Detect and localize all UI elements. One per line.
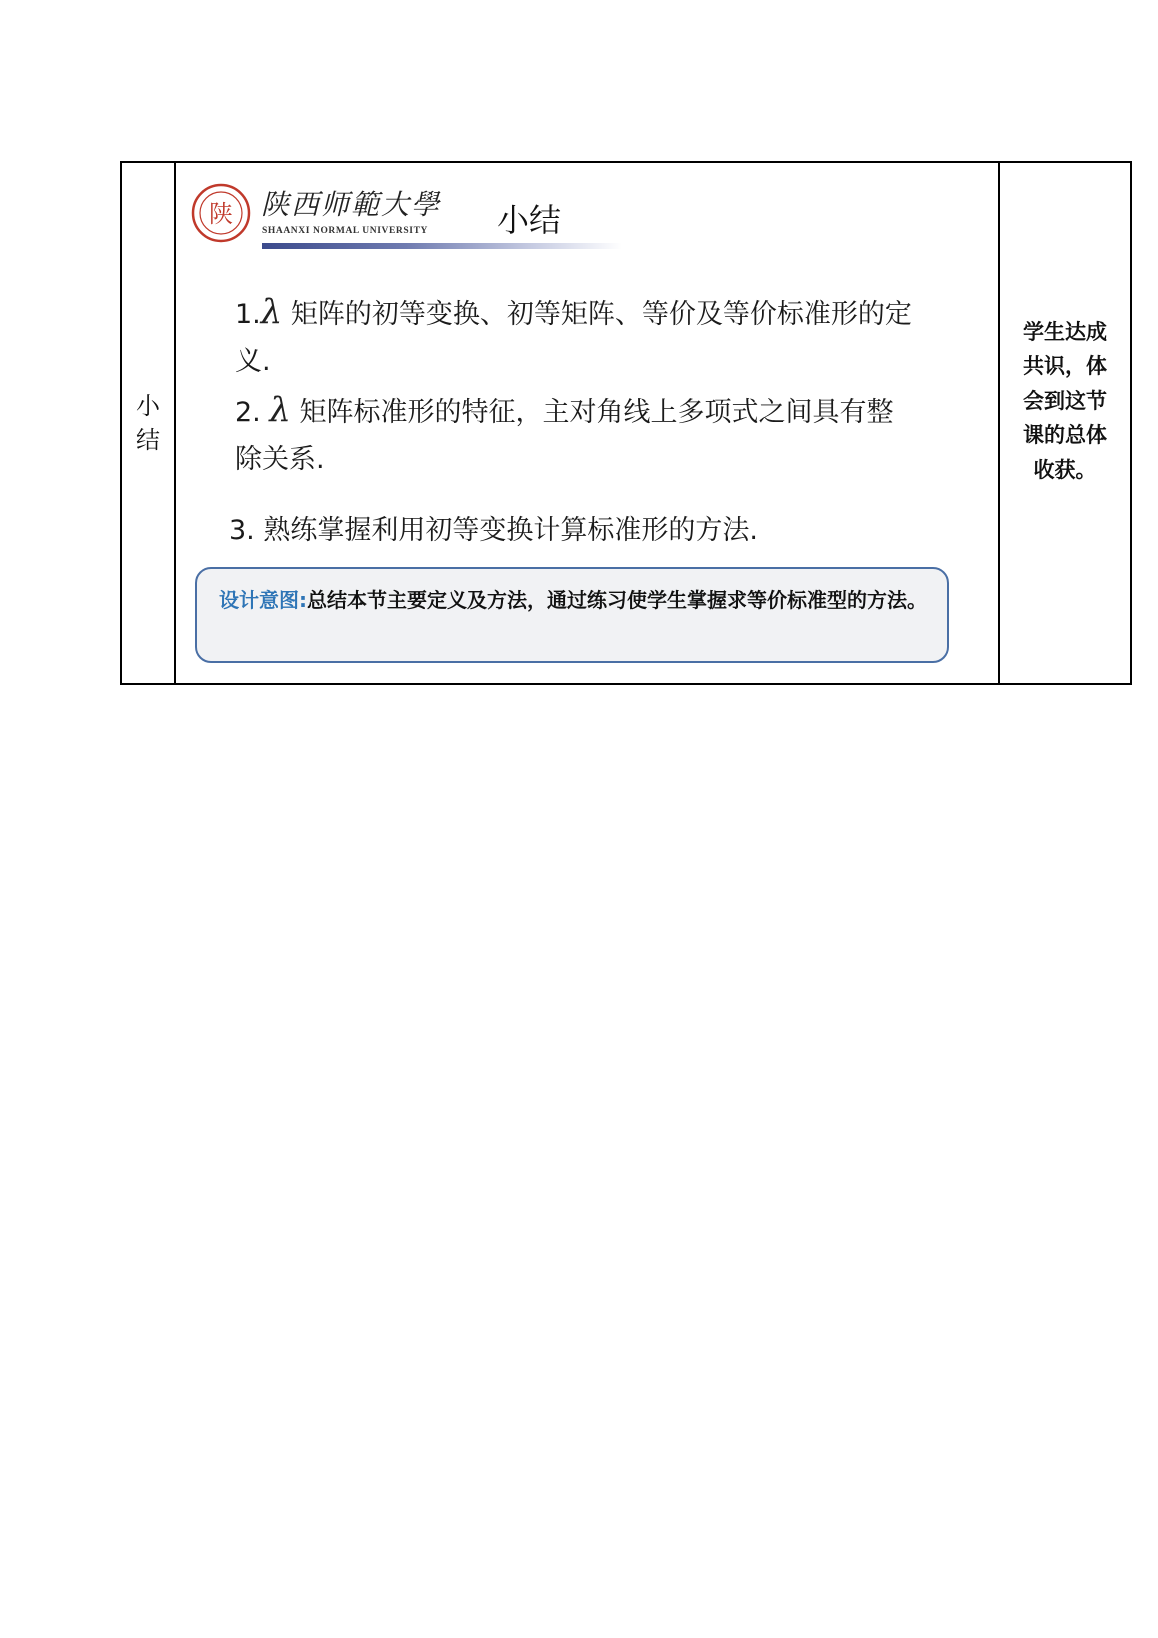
remark-cell	[1000, 163, 1130, 683]
design-intent-label: 设计意图:	[219, 588, 307, 612]
slide-title: 小结	[497, 201, 562, 239]
section-label: 小结	[136, 392, 160, 454]
point-prefix: 2.	[235, 397, 270, 428]
point-text: 熟练掌握利用初等变换计算标准形的方法.	[263, 515, 758, 546]
design-intent-text: 总结本节主要定义及方法，通过练习使学生掌握求等价标准型的方法。	[307, 588, 927, 612]
point-prefix: 3.	[229, 515, 264, 546]
summary-point-2	[235, 387, 915, 483]
header-gradient-bar	[262, 243, 622, 249]
column-divider	[174, 163, 176, 683]
university-seal-logo	[191, 183, 251, 243]
section-label-cell	[122, 163, 174, 683]
design-intent-box	[195, 567, 949, 663]
university-name-en: SHAANXI NORMAL UNIVERSITY	[262, 226, 428, 236]
summary-point-3	[229, 507, 929, 554]
university-name-cn: 陕西师範大學	[261, 188, 442, 221]
lambda-symbol: λ	[269, 390, 291, 430]
point-text: 矩阵的初等变换、初等矩阵、等价及等价标准形的定义.	[235, 299, 912, 377]
point-text: 矩阵标准形的特征，主对角线上多项式之间具有整除关系.	[235, 397, 894, 475]
point-prefix: 1.	[235, 299, 261, 330]
lambda-symbol: λ	[260, 292, 283, 332]
summary-point-1	[235, 289, 915, 385]
remark-text: 学生达成共识，体会到这节课的总体收获。	[1023, 319, 1107, 482]
slide-content	[177, 163, 1000, 683]
seal-char: 陕	[209, 200, 233, 228]
lesson-table	[120, 161, 1132, 685]
